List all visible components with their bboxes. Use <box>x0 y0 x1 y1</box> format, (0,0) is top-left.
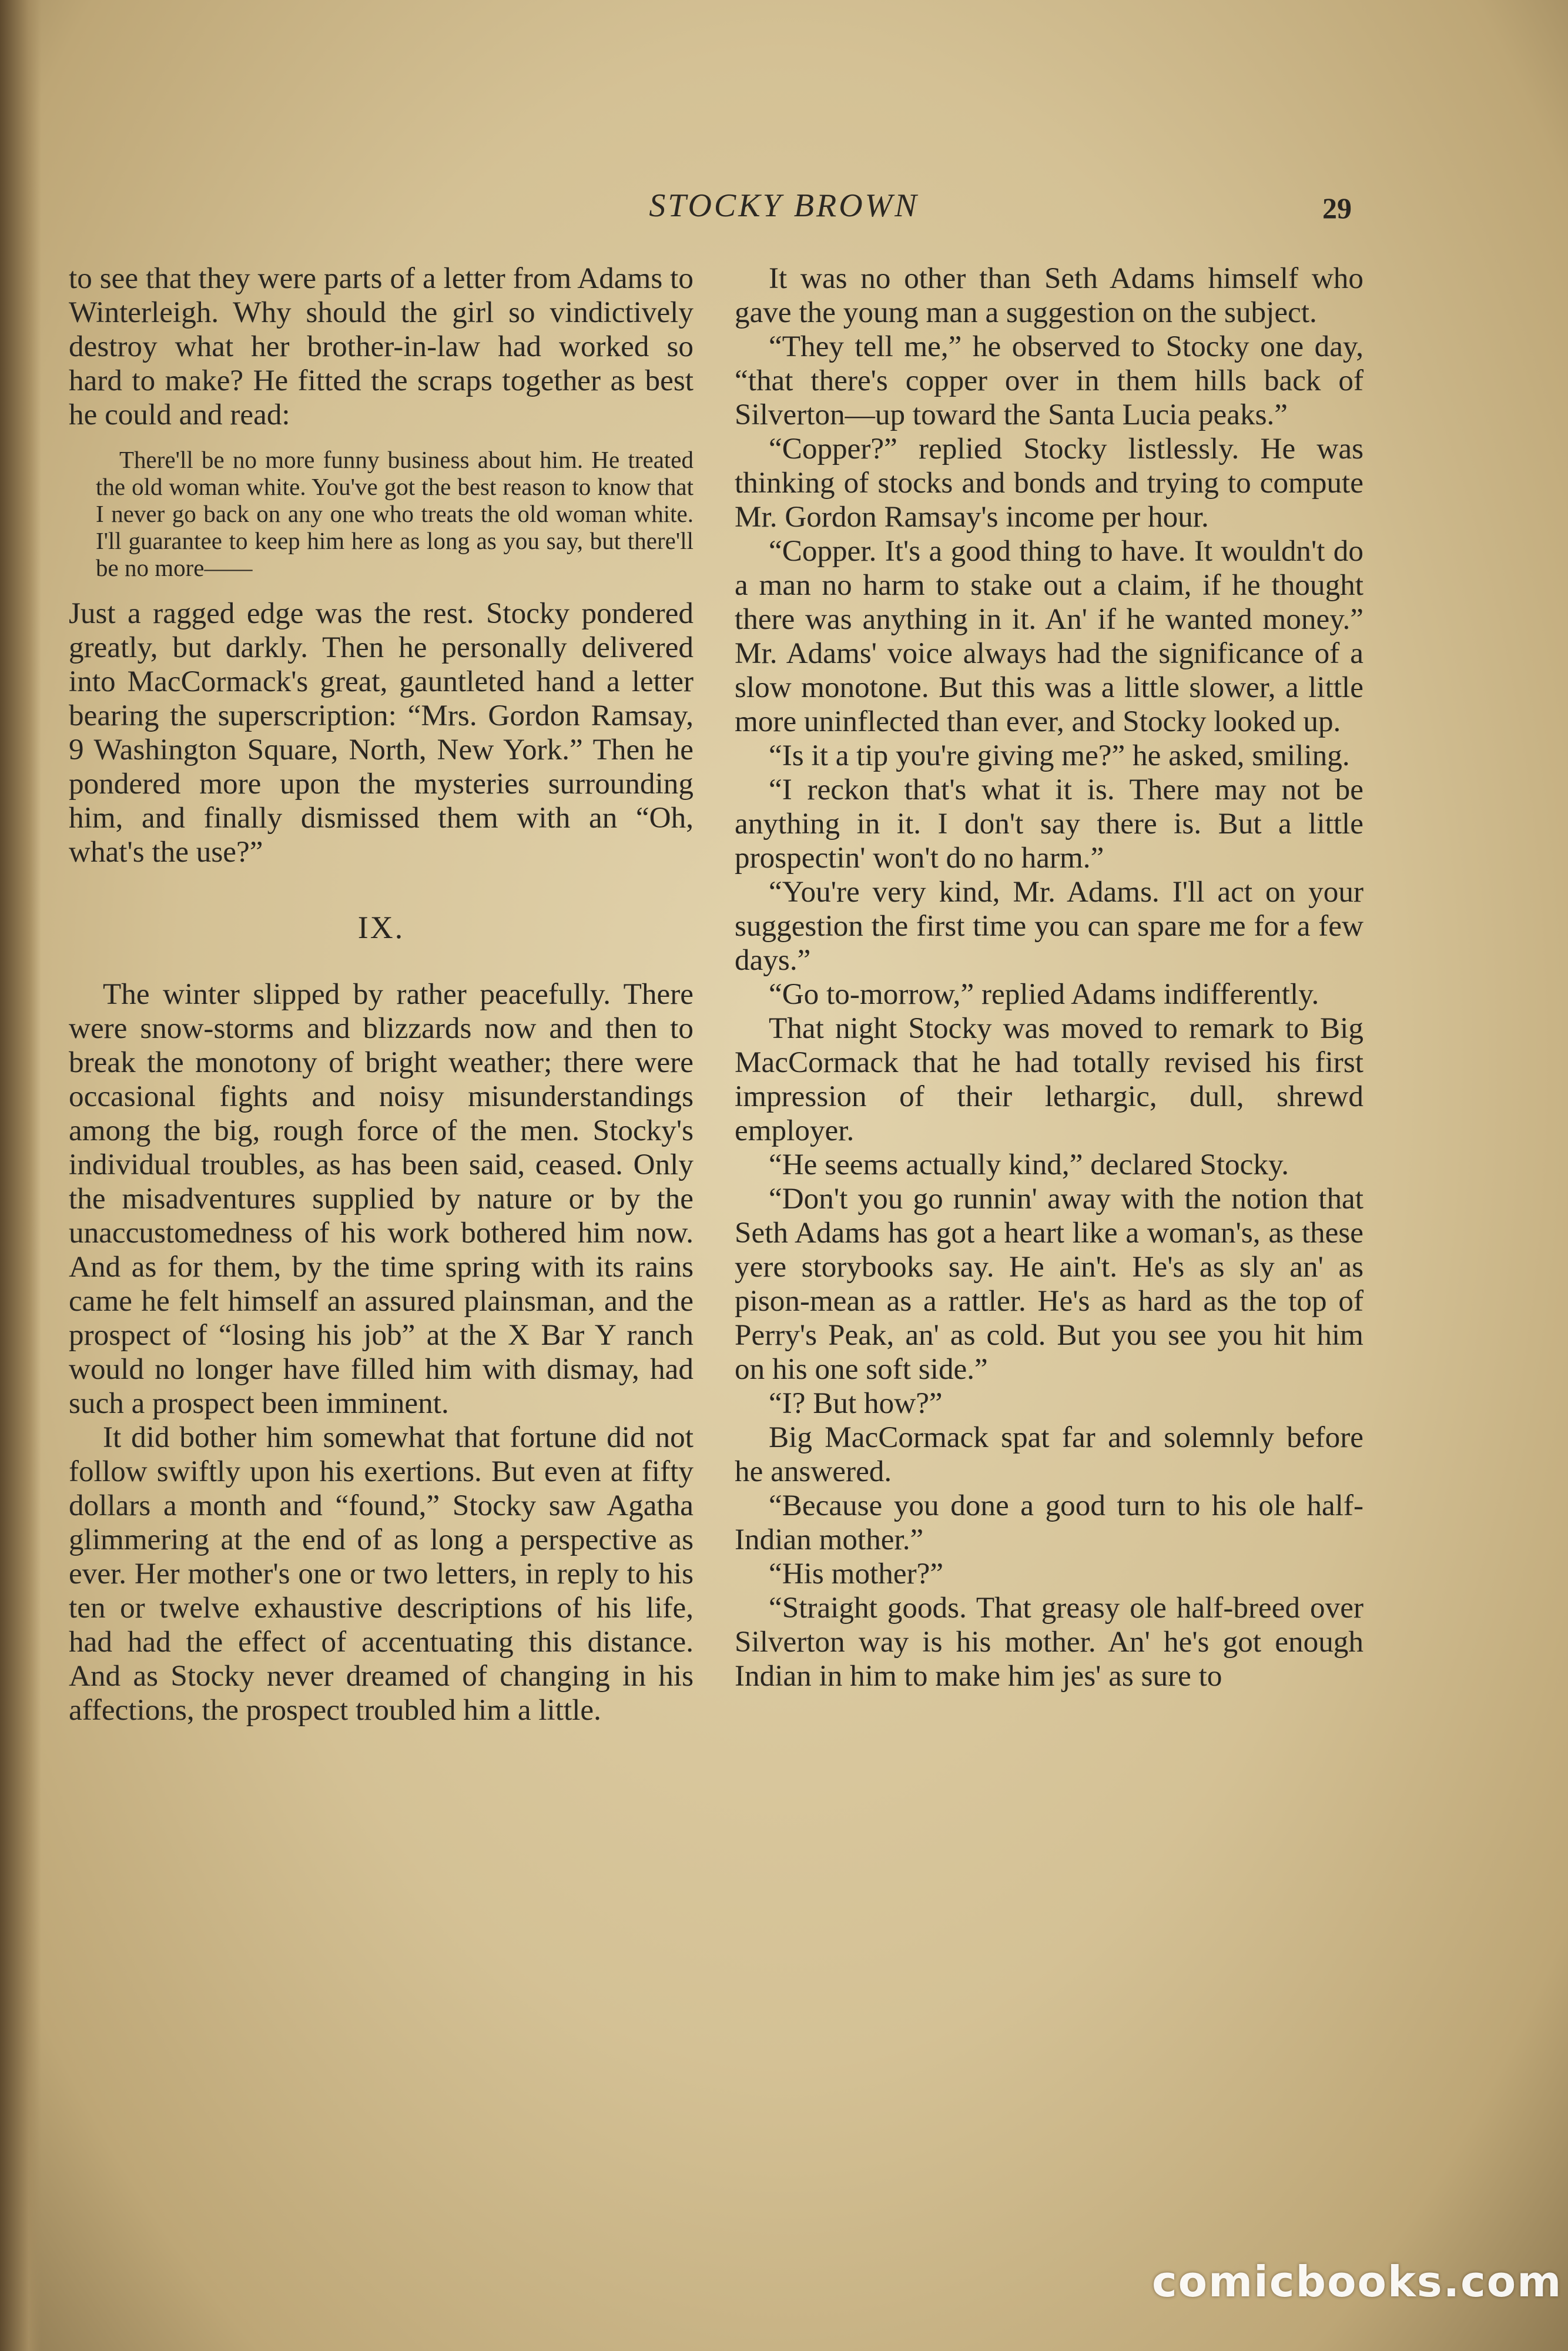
paragraph: The winter slipped by rather peacefully. There were snow-storms and blizzards now and then to break the monotony of bright weather; there were occasional fights and noisy misunderstandings among the big, rough force of the men. Stocky's individual troubles, as has been said, ceased. Only the misadventures supplied by nature or by the unaccustomedness of his work bothered him now. And as for them, by the time spring with its rains came he felt himself an assured plainsman, and the prospect of “losing his job” at the X Bar Y ranch would no longer have filled him with dismay, had such a prospect been imminent. <box>69 977 693 1420</box>
paragraph: Just a ragged edge was the rest. Stocky pondered greatly, but darkly. Then he personally delivered into MacCormack's great, gauntleted hand a letter bearing the superscription: “Mrs. Gordon Ramsay, 9 Washington Square, North, New York.” Then he pondered more upon the mysteries surrounding him, and finally dismissed them with an “Oh, what's the use?” <box>69 597 693 869</box>
paragraph: “Is it a tip you're giving me?” he asked, smiling. <box>769 739 1350 772</box>
paragraph: “I? But how?” <box>769 1387 943 1420</box>
paragraph: “Don't you go runnin' away with the notion that Seth Adams has got a heart like a woman's, as these yere storybooks say. He ain't. He's as sly an' as pison-mean as a rattler. He's as hard as the top of Perry's Peak, an' as cold. But you see you hit him on his one soft side.” <box>735 1182 1363 1386</box>
right-column <box>735 262 1363 1693</box>
paragraph: It was no other than Seth Adams himself who gave the young man a suggestion on the subject. <box>735 262 1363 329</box>
running-header-title: STOCKY BROWN <box>649 187 919 224</box>
letter-excerpt: There'll be no more funny business about him. He treated the old woman white. You've got the best reason to know that I never go back on any one who treats the old woman white. I'll guarantee to keep him here as long as you say, but there'll be no more—— <box>96 446 693 581</box>
site-watermark: comicbooks.com <box>1152 2257 1563 2306</box>
paragraph: That night Stocky was moved to remark to Big MacCormack that he had totally revised his first impression of their lethargic, dull, shrewd employer. <box>735 1012 1363 1147</box>
left-column <box>69 262 693 1727</box>
page-spine-shadow <box>0 0 41 2351</box>
paragraph: “Copper?” replied Stocky listlessly. He was thinking of stocks and bonds and trying to compute Mr. Gordon Ramsay's income per hour. <box>735 432 1363 534</box>
page-number: 29 <box>1322 192 1352 225</box>
paragraph: “They tell me,” he observed to Stocky one day, “that there's copper over in them hills back of Silverton—up toward the Santa Lucia peaks.” <box>735 330 1363 431</box>
paragraph: It did bother him somewhat that fortune did not follow swiftly upon his exertions. But even at fifty dollars a month and “found,” Stocky saw Agatha glimmering at the end of as long a perspective as ever. Her mother's one or two letters, in reply to his ten or twelve exhaustive descriptions of his life, had had the effect of accentuating this distance. And as Stocky never dreamed of changing in his affections, the prospect troubled him a little. <box>69 1421 693 1727</box>
paragraph: “Straight goods. That greasy ole half-breed over Silverton way is his mother. An' he's got enough Indian in him to make him jes' as sure to <box>735 1591 1363 1693</box>
paragraph: “Copper. It's a good thing to have. It wouldn't do a man no harm to stake out a claim, if he thought there was anything in it. An' if he wanted money.” Mr. Adams' voice always had the significance of a slow monotone. But this was a little slower, a little more uninflected than ever, and Stocky looked up. <box>735 534 1363 738</box>
paragraph: “He seems actually kind,” declared Stocky. <box>769 1148 1289 1181</box>
paragraph: Big MacCormack spat far and solemnly before he answered. <box>735 1421 1363 1488</box>
chapter-heading: IX. <box>357 910 405 945</box>
paragraph: “You're very kind, Mr. Adams. I'll act on your suggestion the first time you can spare me for a few days.” <box>735 875 1363 977</box>
paragraph: “I reckon that's what it is. There may not be anything in it. I don't say there is. But a little prospectin' won't do no harm.” <box>735 773 1363 875</box>
paragraph: “Go to-morrow,” replied Adams indifferently. <box>769 977 1319 1011</box>
paragraph: “Because you done a good turn to his ole half-Indian mother.” <box>735 1489 1363 1556</box>
paragraph: “His mother?” <box>769 1557 944 1590</box>
paragraph: to see that they were parts of a letter from Adams to Winterleigh. Why should the girl so vindictively destroy what her brother-in-law had worked so hard to make? He fitted the scraps together as best he could and read: <box>69 262 693 431</box>
